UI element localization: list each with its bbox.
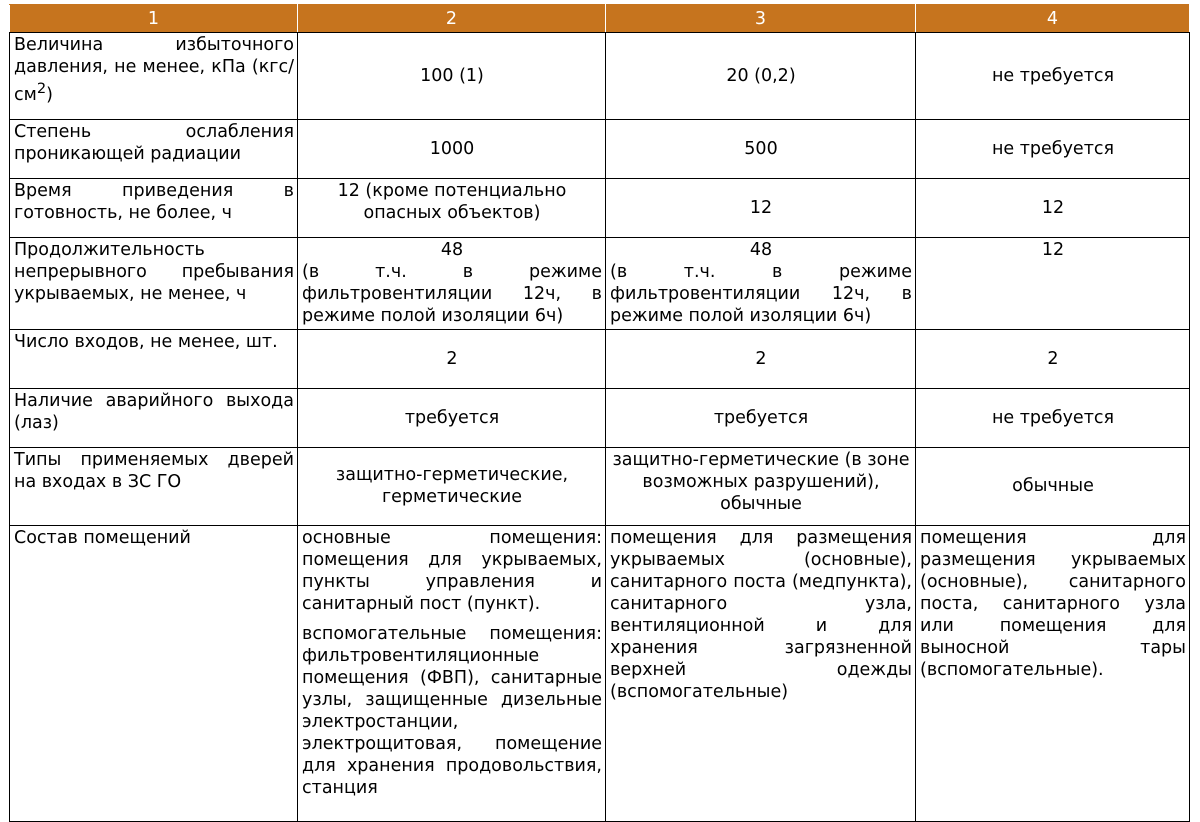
table-row xyxy=(10,448,1190,526)
row-label: Наличие аварийного выхода (лаз) xyxy=(10,389,298,448)
header-col-1: 1 xyxy=(10,5,298,33)
row-label: Степень ослабления проникающей радиации xyxy=(10,120,298,179)
cell-col-3: 500 xyxy=(606,120,916,179)
cell-col-3: 2 xyxy=(606,330,916,389)
cell-col-3: 20 (0,2) xyxy=(606,33,916,120)
header-col-2: 2 xyxy=(298,5,606,33)
cell-col-2: требуется xyxy=(298,389,606,448)
auxiliary-rooms-paragraph: вспомогательные помещения: фильтровентиляционные помещения (ФВП), санитарные узлы, защищенные дизельные электростанции, электрощитовая, помещение для хранения продовольствия, станция xyxy=(302,624,602,798)
cell-col-2: 100 (1) xyxy=(298,33,606,120)
row-label-text: Величина избыточного давления, не менее, кПа (кгс/см xyxy=(14,35,294,105)
requirements-table xyxy=(9,4,1190,822)
row-label-superscript: 2 xyxy=(36,80,47,97)
cell-col-4: 12 xyxy=(916,238,1190,330)
cell-col-2: защитно-герметические, герметические xyxy=(298,448,606,526)
cell-col-4: не требуется xyxy=(916,389,1190,448)
cell-col-3: защитно-герметические (в зоне возможных разрушений), обычные xyxy=(606,448,916,526)
cell-main-value: 48 xyxy=(440,240,464,260)
cell-col-2-clip xyxy=(302,527,602,799)
cell-main-value: 48 xyxy=(749,240,773,260)
table-row xyxy=(10,179,1190,238)
row-label: Типы применяемых дверей на входах в ЗС ГО xyxy=(10,448,298,526)
cell-col-4: помещения для размещения укрываемых (основные), санитарного поста, санитарного узла или помещения для выносной тары (вспомогательные). xyxy=(916,526,1190,822)
header-row xyxy=(10,5,1190,33)
cell-col-2 xyxy=(298,526,606,822)
table-row xyxy=(10,120,1190,179)
cell-col-4: не требуется xyxy=(916,120,1190,179)
cell-col-4: 2 xyxy=(916,330,1190,389)
cell-col-3: требуется xyxy=(606,389,916,448)
cell-note: (в т.ч. в режиме фильтровентиляции 12ч, в режиме полой изоляции 6ч) xyxy=(302,262,602,326)
header-col-4: 4 xyxy=(916,5,1190,33)
main-rooms-paragraph: основные помещения: помещения для укрываемых, пункты управления и санитарный пост (пункт). xyxy=(302,528,602,614)
row-label: Состав помещений xyxy=(10,526,298,822)
cell-col-3: помещения для размещения укрываемых (основные), санитарного поста (медпункта), санитарного узла, вентиляционной и для хранения загрязненной верхней одежды (вспомогательные) xyxy=(606,526,916,822)
cell-col-4: 12 xyxy=(916,179,1190,238)
table-row xyxy=(10,389,1190,448)
table-row xyxy=(10,526,1190,822)
row-label xyxy=(10,33,298,120)
table-row xyxy=(10,238,1190,330)
header-col-3: 3 xyxy=(606,5,916,33)
cell-col-2: 1000 xyxy=(298,120,606,179)
cell-col-4: обычные xyxy=(916,448,1190,526)
row-label: Время приведения в готовность, не более, ч xyxy=(10,179,298,238)
table-row xyxy=(10,33,1190,120)
row-label: Продолжительность непрерывного пребывания укрываемых, не менее, ч xyxy=(10,238,298,330)
table-row xyxy=(10,330,1190,389)
cell-col-4: не требуется xyxy=(916,33,1190,120)
cell-col-3: 12 xyxy=(606,179,916,238)
row-label-tail: ) xyxy=(46,84,53,105)
row-label: Число входов, не менее, шт. xyxy=(10,330,298,389)
cell-col-2: 12 (кроме потенциально опасных объектов) xyxy=(298,179,606,238)
cell-col-2: 2 xyxy=(298,330,606,389)
cell-note: (в т.ч. в режиме фильтровентиляции 12ч, в режиме полой изоляции 6ч) xyxy=(610,262,912,326)
cell-col-2 xyxy=(298,238,606,330)
cell-col-3 xyxy=(606,238,916,330)
